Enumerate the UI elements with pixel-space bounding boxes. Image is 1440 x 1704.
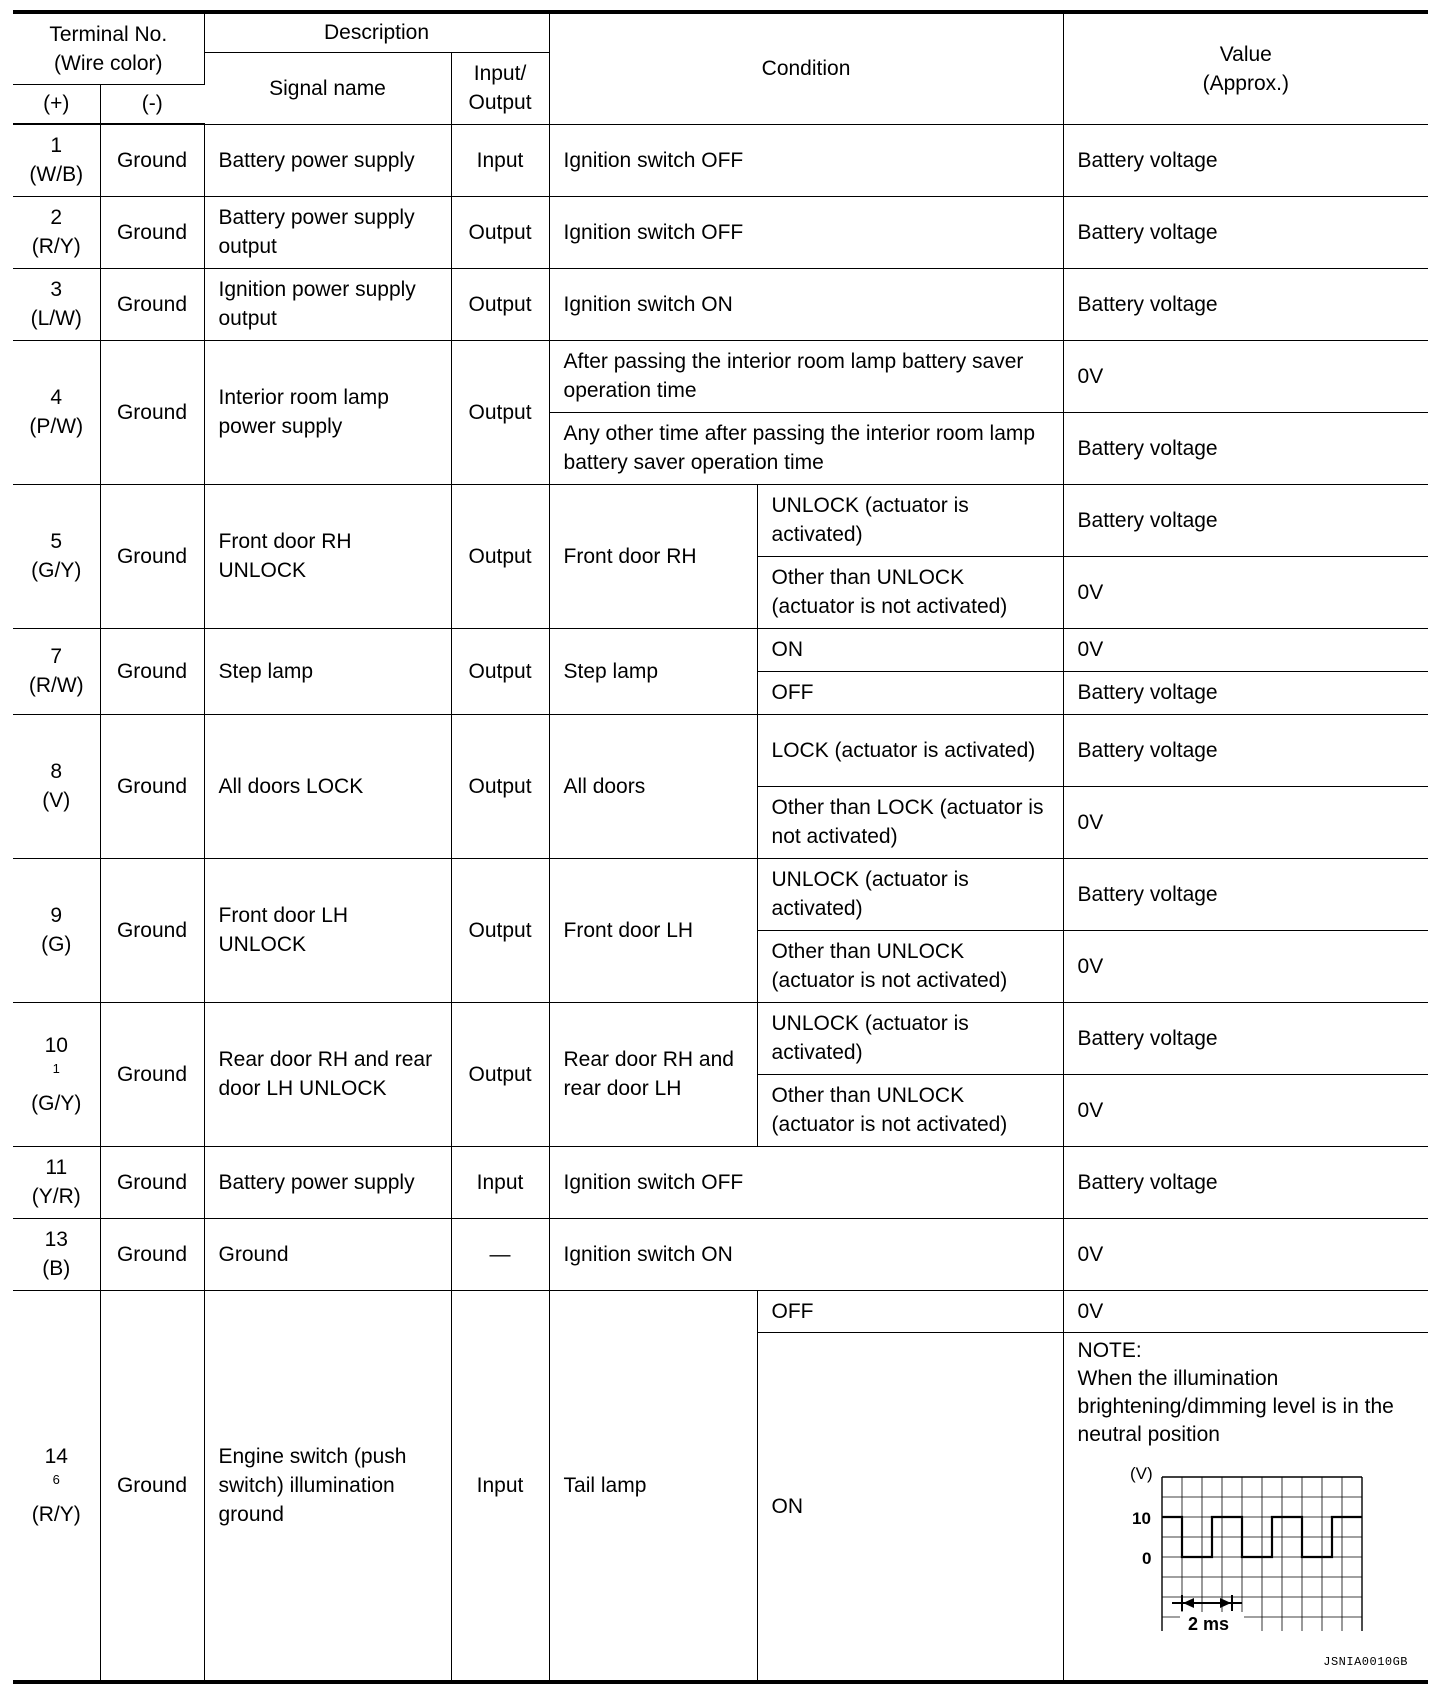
value-cell: Battery voltage	[1063, 196, 1428, 268]
sub-condition-cell: ON	[757, 1332, 1063, 1682]
table-row	[13, 1290, 1428, 1332]
condition-cell: After passing the interior room lamp battery saver operation time	[549, 340, 1063, 412]
condition-cell: Ignition switch OFF	[549, 124, 1063, 196]
sub-condition-cell: Other than LOCK (actuator is not activated)	[757, 786, 1063, 858]
ground-cell: Ground	[100, 1290, 204, 1682]
condition-cell: Ignition switch OFF	[549, 196, 1063, 268]
header-value: Value (Approx.)	[1063, 12, 1428, 124]
value-cell: 0V	[1063, 1218, 1428, 1290]
ground-cell: Ground	[100, 1002, 204, 1146]
table-row	[13, 1218, 1428, 1290]
value-cell: 0V	[1063, 1074, 1428, 1146]
signal-name-cell: Front door LH UNLOCK	[204, 858, 451, 1002]
y-tick-label: 0	[1141, 1548, 1151, 1568]
io-cell: Input	[451, 1290, 549, 1682]
table-row	[13, 1146, 1428, 1218]
io-cell: Output	[451, 628, 549, 714]
note-text: When the illumination brightening/dimming level is in the neutral position	[1077, 1366, 1394, 1446]
signal-name-cell: Battery power supply	[204, 1146, 451, 1218]
header-input-output: Input/ Output	[451, 52, 549, 124]
y-tick-label: 10	[1131, 1508, 1151, 1528]
value-cell: Battery voltage	[1063, 1002, 1428, 1074]
header-condition: Condition	[549, 12, 1063, 124]
ground-cell: Ground	[100, 196, 204, 268]
value-cell: Battery voltage	[1063, 671, 1428, 714]
sub-condition-cell: OFF	[757, 671, 1063, 714]
value-cell: Battery voltage	[1063, 268, 1428, 340]
terminal-cell: 7 (R/W)	[13, 628, 100, 714]
io-cell: Output	[451, 196, 549, 268]
io-cell: Output	[451, 1002, 549, 1146]
table-row	[13, 1002, 1428, 1074]
value-cell: Battery voltage	[1063, 714, 1428, 786]
io-cell: Output	[451, 340, 549, 484]
io-cell: Input	[451, 124, 549, 196]
value-cell: 0V	[1063, 1290, 1428, 1332]
ground-cell: Ground	[100, 268, 204, 340]
terminal-table-document	[13, 10, 1428, 1684]
condition-cell: Ignition switch ON	[549, 1218, 1063, 1290]
terminal-cell: 9 (G)	[13, 858, 100, 1002]
table-row	[13, 628, 1428, 671]
table-row	[13, 858, 1428, 930]
condition-cell: Tail lamp	[549, 1290, 757, 1682]
waveform-figure	[1104, 1459, 1415, 1639]
io-cell: Output	[451, 268, 549, 340]
terminal-cell: 8 (V)	[13, 714, 100, 858]
ground-cell: Ground	[100, 1218, 204, 1290]
ground-cell: Ground	[100, 628, 204, 714]
signal-name-cell: Front door RH UNLOCK	[204, 484, 451, 628]
note-title: NOTE:	[1077, 1338, 1142, 1362]
io-cell: —	[451, 1218, 549, 1290]
ground-cell: Ground	[100, 484, 204, 628]
sub-condition-cell: UNLOCK (actuator is activated)	[757, 858, 1063, 930]
signal-name-cell: Rear door RH and rear door LH UNLOCK	[204, 1002, 451, 1146]
condition-cell: Step lamp	[549, 628, 757, 714]
table-row	[13, 484, 1428, 556]
waveform-chart	[1104, 1459, 1364, 1631]
io-cell: Output	[451, 714, 549, 858]
sub-condition-cell: UNLOCK (actuator is activated)	[757, 1002, 1063, 1074]
value-cell: 0V	[1063, 930, 1428, 1002]
signal-name-cell: All doors LOCK	[204, 714, 451, 858]
sub-condition-cell: UNLOCK (actuator is activated)	[757, 484, 1063, 556]
signal-name-cell: Engine switch (push switch) illumination ground	[204, 1290, 451, 1682]
terminal-cell: 13 (B)	[13, 1218, 100, 1290]
value-cell: 0V	[1063, 556, 1428, 628]
table-row	[13, 124, 1428, 196]
terminal-cell: 11 (Y/R)	[13, 1146, 100, 1218]
condition-cell: All doors	[549, 714, 757, 858]
io-cell: Input	[451, 1146, 549, 1218]
ground-cell: Ground	[100, 340, 204, 484]
condition-cell: Ignition switch ON	[549, 268, 1063, 340]
table-row	[13, 196, 1428, 268]
value-cell: Battery voltage	[1063, 1146, 1428, 1218]
signal-name-cell: Interior room lamp power supply	[204, 340, 451, 484]
time-marker-arrow	[1183, 1598, 1194, 1608]
io-cell: Output	[451, 484, 549, 628]
time-scale-label: 2 ms	[1187, 1613, 1229, 1631]
sub-condition-cell: LOCK (actuator is activated)	[757, 714, 1063, 786]
header-minus: (-)	[100, 84, 204, 124]
table-row	[13, 268, 1428, 340]
time-marker-arrow	[1220, 1598, 1231, 1608]
terminal-cell: 10 $^1$ (G/Y)	[13, 1002, 100, 1146]
terminal-cell: 5 (G/Y)	[13, 484, 100, 628]
signal-name-cell: Battery power supply output	[204, 196, 451, 268]
axis-unit-label: (V)	[1129, 1463, 1153, 1483]
terminal-cell: 2 (R/Y)	[13, 196, 100, 268]
condition-cell: Rear door RH and rear door LH	[549, 1002, 757, 1146]
header-signal-name: Signal name	[204, 52, 451, 124]
sub-condition-cell: Other than UNLOCK (actuator is not activated)	[757, 556, 1063, 628]
header-plus: (+)	[13, 84, 100, 124]
value-cell: Battery voltage	[1063, 484, 1428, 556]
signal-name-cell: Battery power supply	[204, 124, 451, 196]
ground-cell: Ground	[100, 124, 204, 196]
value-cell	[1063, 1332, 1428, 1682]
value-cell: Battery voltage	[1063, 858, 1428, 930]
value-cell: 0V	[1063, 340, 1428, 412]
condition-cell: Front door LH	[549, 858, 757, 1002]
value-cell: Battery voltage	[1063, 124, 1428, 196]
signal-name-cell: Ignition power supply output	[204, 268, 451, 340]
condition-cell: Front door RH	[549, 484, 757, 628]
sub-condition-cell: OFF	[757, 1290, 1063, 1332]
figure-code: JSNIA0010GB	[1323, 1655, 1408, 1669]
terminal-cell: 3 (L/W)	[13, 268, 100, 340]
signal-name-cell: Ground	[204, 1218, 451, 1290]
sub-condition-cell: Other than UNLOCK (actuator is not activated)	[757, 1074, 1063, 1146]
table-row	[13, 714, 1428, 786]
io-cell: Output	[451, 858, 549, 1002]
value-cell: 0V	[1063, 786, 1428, 858]
condition-cell: Any other time after passing the interior room lamp battery saver operation time	[549, 412, 1063, 484]
terminal-table	[13, 10, 1428, 1684]
sub-condition-cell: Other than UNLOCK (actuator is not activated)	[757, 930, 1063, 1002]
ground-cell: Ground	[100, 1146, 204, 1218]
signal-name-cell: Step lamp	[204, 628, 451, 714]
value-cell: 0V	[1063, 628, 1428, 671]
terminal-cell: 1 (W/B)	[13, 124, 100, 196]
sub-condition-cell: ON	[757, 628, 1063, 671]
table-row	[13, 340, 1428, 412]
ground-cell: Ground	[100, 714, 204, 858]
terminal-cell: 14 $^6$ (R/Y)	[13, 1290, 100, 1682]
header-description: Description	[204, 12, 549, 52]
header-terminal-no: Terminal No. (Wire color)	[13, 12, 204, 84]
terminal-cell: 4 (P/W)	[13, 340, 100, 484]
value-cell: Battery voltage	[1063, 412, 1428, 484]
ground-cell: Ground	[100, 858, 204, 1002]
condition-cell: Ignition switch OFF	[549, 1146, 1063, 1218]
